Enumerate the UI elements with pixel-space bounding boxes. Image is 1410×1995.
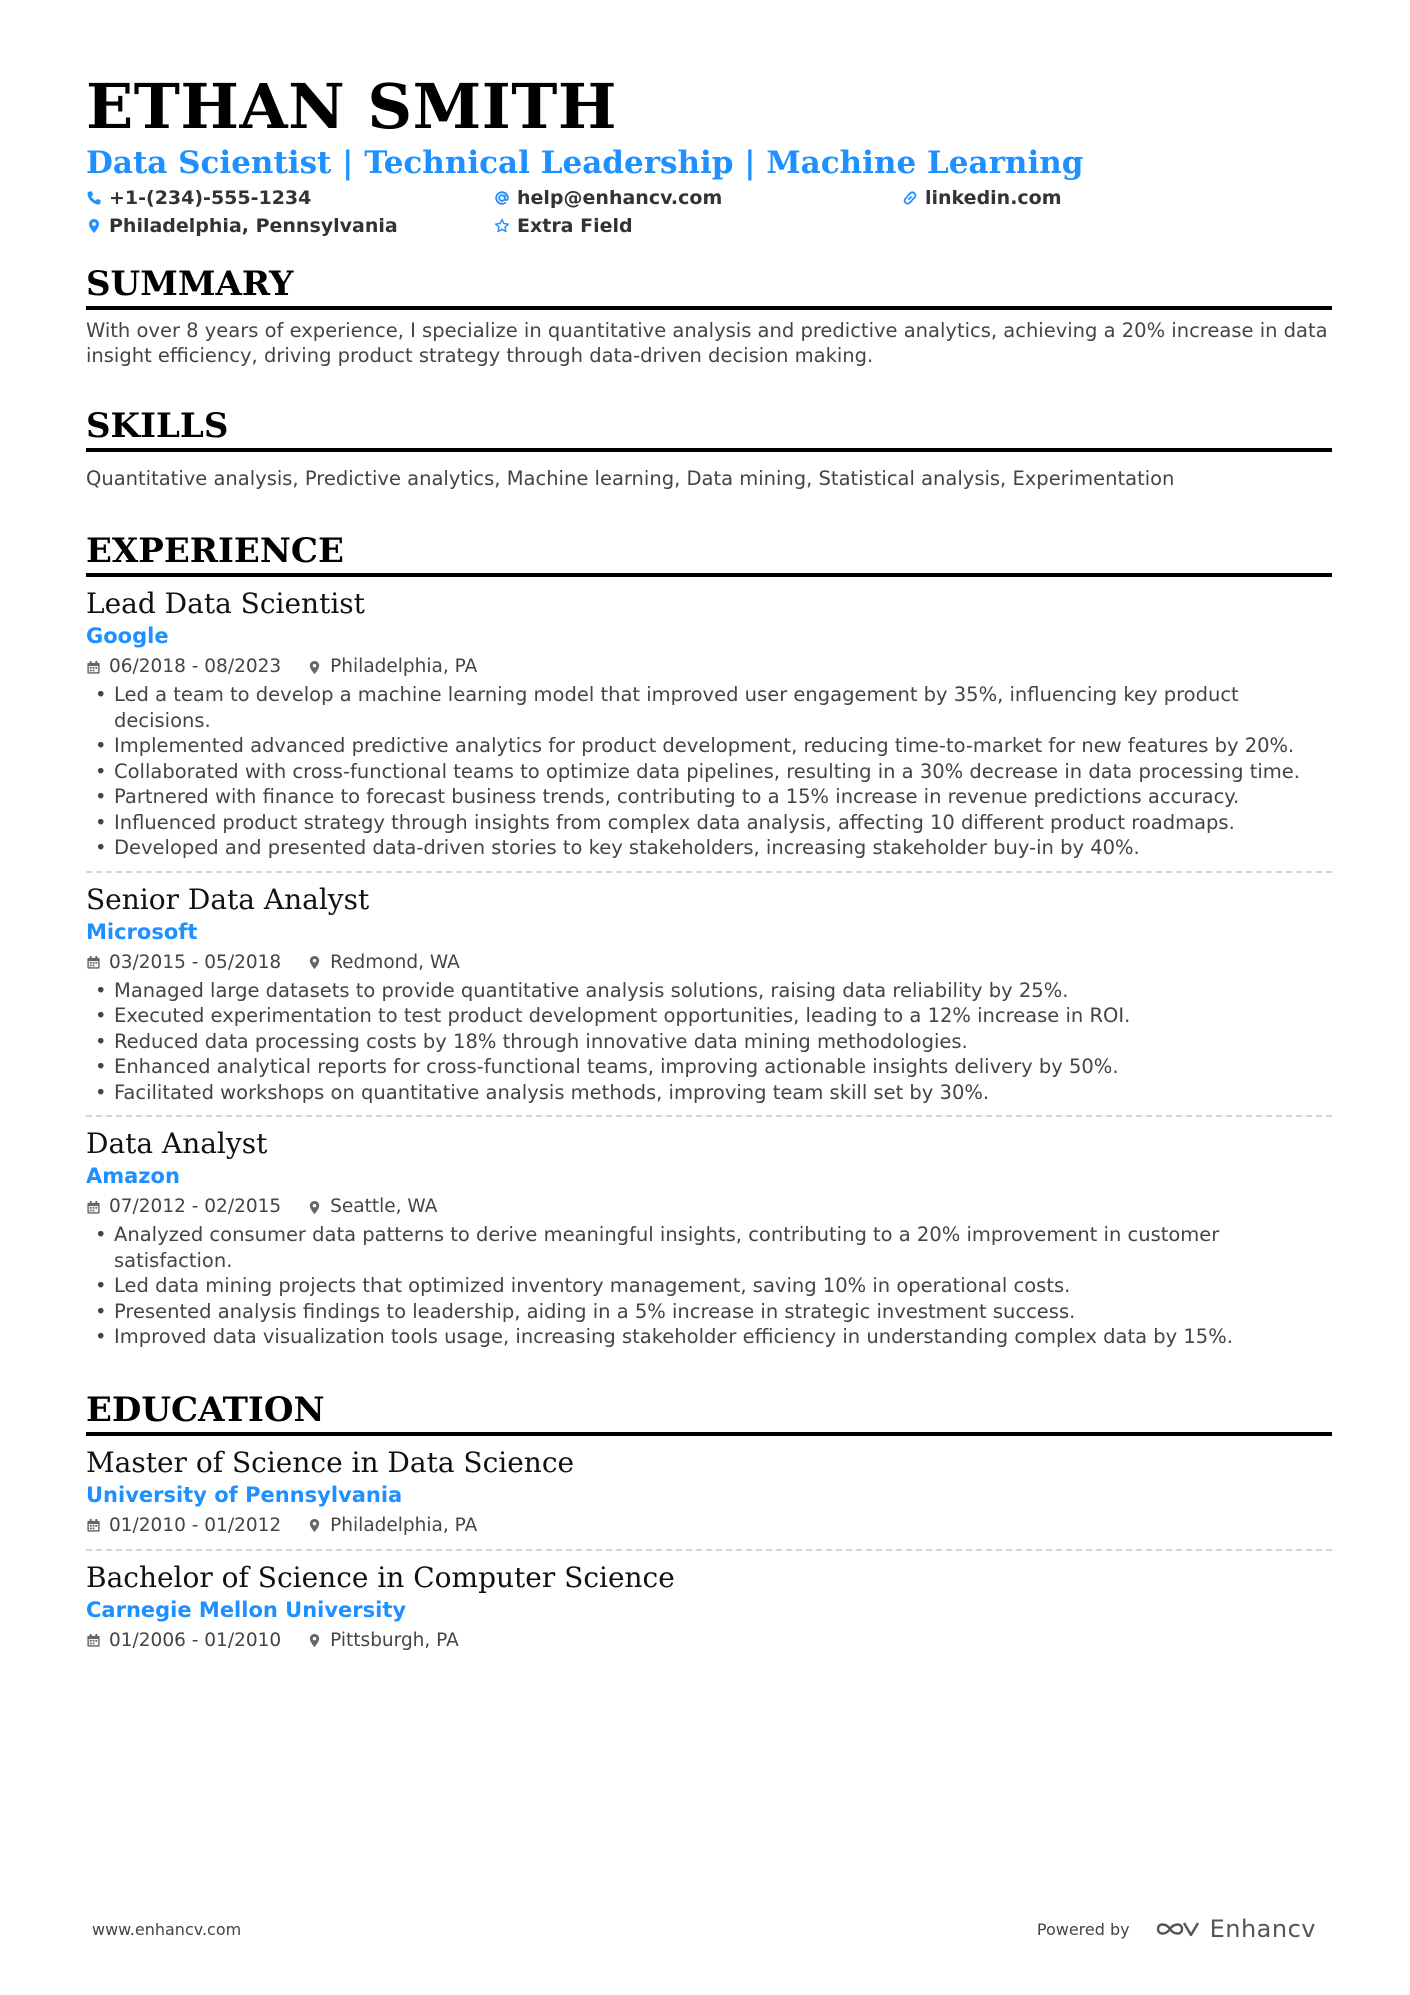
list-item: • Managed large datasets to provide quantitative analysis solutions, raising data reliability by 25%. [86, 978, 1332, 1004]
experience-entry [86, 1127, 1332, 1350]
contact-extra [494, 214, 902, 238]
resume-page [86, 72, 1332, 1654]
job-title: Senior Data Analyst [86, 882, 370, 916]
education-meta [86, 1628, 1332, 1654]
education-dates: 01/2010 - 01/2012 [109, 1514, 282, 1536]
map-pin-icon [307, 1518, 322, 1533]
map-pin-icon [307, 1200, 322, 1215]
education-entry [86, 1561, 1332, 1654]
calendar-icon [86, 1200, 101, 1215]
skills-section [86, 406, 1332, 491]
job-location: Redmond, WA [330, 951, 460, 973]
job-dates: 07/2012 - 02/2015 [109, 1196, 282, 1217]
phone-text: +1-(234)-555-1234 [109, 187, 312, 209]
summary-heading: SUMMARY [86, 264, 1332, 310]
at-sign-icon [494, 190, 510, 206]
entry-divider [86, 871, 1332, 873]
education-dates: 01/2006 - 01/2010 [109, 1629, 282, 1651]
education-section [86, 1390, 1332, 1654]
list-item: • Facilitated workshops on quantitative analysis methods, improving team skill set by 30%. [86, 1080, 1332, 1106]
job-bullets [86, 682, 1332, 861]
map-pin-icon [307, 1633, 322, 1648]
experience-entry [86, 587, 1332, 873]
list-item: • Enhanced analytical reports for cross-functional teams, improving actionable insights delivery by 50%. [86, 1054, 1332, 1080]
list-item: • Led data mining projects that optimized inventory management, saving 10% in operational costs. [86, 1273, 1332, 1299]
education-location: Philadelphia, PA [330, 1514, 478, 1536]
job-dates: 06/2018 - 08/2023 [109, 656, 282, 677]
company-name[interactable]: Microsoft [86, 919, 198, 944]
candidate-name: ETHAN SMITH [86, 70, 617, 143]
company-name[interactable]: Amazon [86, 1164, 180, 1188]
summary-text: With over 8 years of experience, I specialize in quantitative analysis and predictive analytics, achieving a 20% increase in data insight efficiency, driving product strategy through data-driven decision making. [86, 319, 1328, 367]
list-item: • Led a team to develop a machine learning model that improved user engagement by 35%, influencing key product decisions. [86, 682, 1332, 733]
calendar-icon [86, 955, 101, 970]
degree-title: Master of Science in Data Science [86, 1445, 575, 1479]
job-bullets [86, 1222, 1332, 1350]
education-entry [86, 1446, 1332, 1551]
education-meta [86, 1513, 1332, 1539]
link-icon [902, 190, 918, 206]
job-location: Seattle, WA [330, 1196, 438, 1217]
page-footer [92, 1915, 1316, 1943]
list-item: • Implemented advanced predictive analytics for product development, reducing time-to-market for new features by 20%. [86, 733, 1332, 759]
company-name[interactable]: Google [86, 624, 169, 648]
job-dates: 03/2015 - 05/2018 [109, 951, 282, 973]
list-item: • Improved data visualization tools usage, increasing stakeholder efficiency in understanding complex data by 15%. [86, 1324, 1332, 1350]
headline: Data Scientist | Technical Leadership | Machine Learning [86, 145, 1084, 181]
experience-heading: EXPERIENCE [86, 531, 1332, 577]
list-item: • Developed and presented data-driven stories to key stakeholders, increasing stakeholder buy-in by 40%. [86, 835, 1332, 861]
map-pin-icon [307, 660, 322, 675]
powered-by-label: Powered by [1036, 1919, 1130, 1939]
footer-url[interactable]: www.enhancv.com [92, 1919, 242, 1939]
job-title: Data Analyst [86, 1127, 268, 1160]
skills-heading: SKILLS [86, 406, 1332, 452]
list-item: • Analyzed consumer data patterns to derive meaningful insights, contributing to a 20% improvement in customer satisfaction. [86, 1222, 1332, 1273]
list-item: • Executed experimentation to test product development opportunities, leading to a 12% increase in ROI. [86, 1003, 1332, 1029]
list-item: • Presented analysis findings to leadership, aiding in a 5% increase in strategic investment success. [86, 1299, 1332, 1325]
enhancv-logo-icon [1154, 1917, 1202, 1941]
list-item: • Collaborated with cross-functional teams to optimize data pipelines, resulting in a 30% decrease in data processing time. [86, 759, 1332, 785]
skills-text: Quantitative analysis, Predictive analytics, Machine learning, Data mining, Statistical analysis, Experimentation [86, 467, 1175, 490]
contact-email[interactable] [494, 186, 902, 210]
calendar-icon [86, 1633, 101, 1648]
star-icon [494, 218, 510, 234]
degree-title: Bachelor of Science in Computer Science [86, 1560, 675, 1594]
list-item: • Partnered with finance to forecast business trends, contributing to a 15% increase in revenue predictions accuracy. [86, 784, 1332, 810]
job-title: Lead Data Scientist [86, 587, 365, 620]
calendar-icon [86, 660, 101, 675]
entry-divider [86, 1549, 1332, 1551]
map-pin-icon [307, 955, 322, 970]
phone-icon [86, 190, 102, 206]
list-item: • Influenced product strategy through insights from complex data analysis, affecting 10 different product roadmaps. [86, 810, 1332, 836]
list-item: • Reduced data processing costs by 18% through innovative data mining methodologies. [86, 1029, 1332, 1055]
powered-by [1037, 1915, 1316, 1943]
brand-name: Enhancv [1209, 1915, 1316, 1943]
contact-info [86, 186, 1332, 238]
entry-divider [86, 1115, 1332, 1117]
contact-location [86, 214, 494, 238]
job-location: Philadelphia, PA [330, 656, 478, 677]
contact-linkedin[interactable] [902, 186, 1302, 210]
contact-phone[interactable] [86, 186, 494, 210]
education-heading: EDUCATION [86, 1390, 1332, 1436]
education-location: Pittsburgh, PA [330, 1629, 459, 1651]
experience-section [86, 531, 1332, 1350]
job-meta [86, 950, 1332, 976]
extra-field-text: Extra Field [517, 215, 633, 237]
job-meta [86, 654, 1332, 680]
job-bullets [86, 978, 1332, 1106]
email-text: help@enhancv.com [517, 187, 723, 209]
school-name[interactable]: Carnegie Mellon University [86, 1597, 407, 1622]
calendar-icon [86, 1518, 101, 1533]
summary-section [86, 264, 1332, 368]
map-pin-icon [86, 218, 102, 234]
linkedin-text: linkedin.com [925, 187, 1062, 209]
school-name[interactable]: University of Pennsylvania [86, 1482, 403, 1507]
job-meta [86, 1194, 1332, 1220]
location-text: Philadelphia, Pennsylvania [109, 215, 398, 237]
experience-entry [86, 883, 1332, 1118]
